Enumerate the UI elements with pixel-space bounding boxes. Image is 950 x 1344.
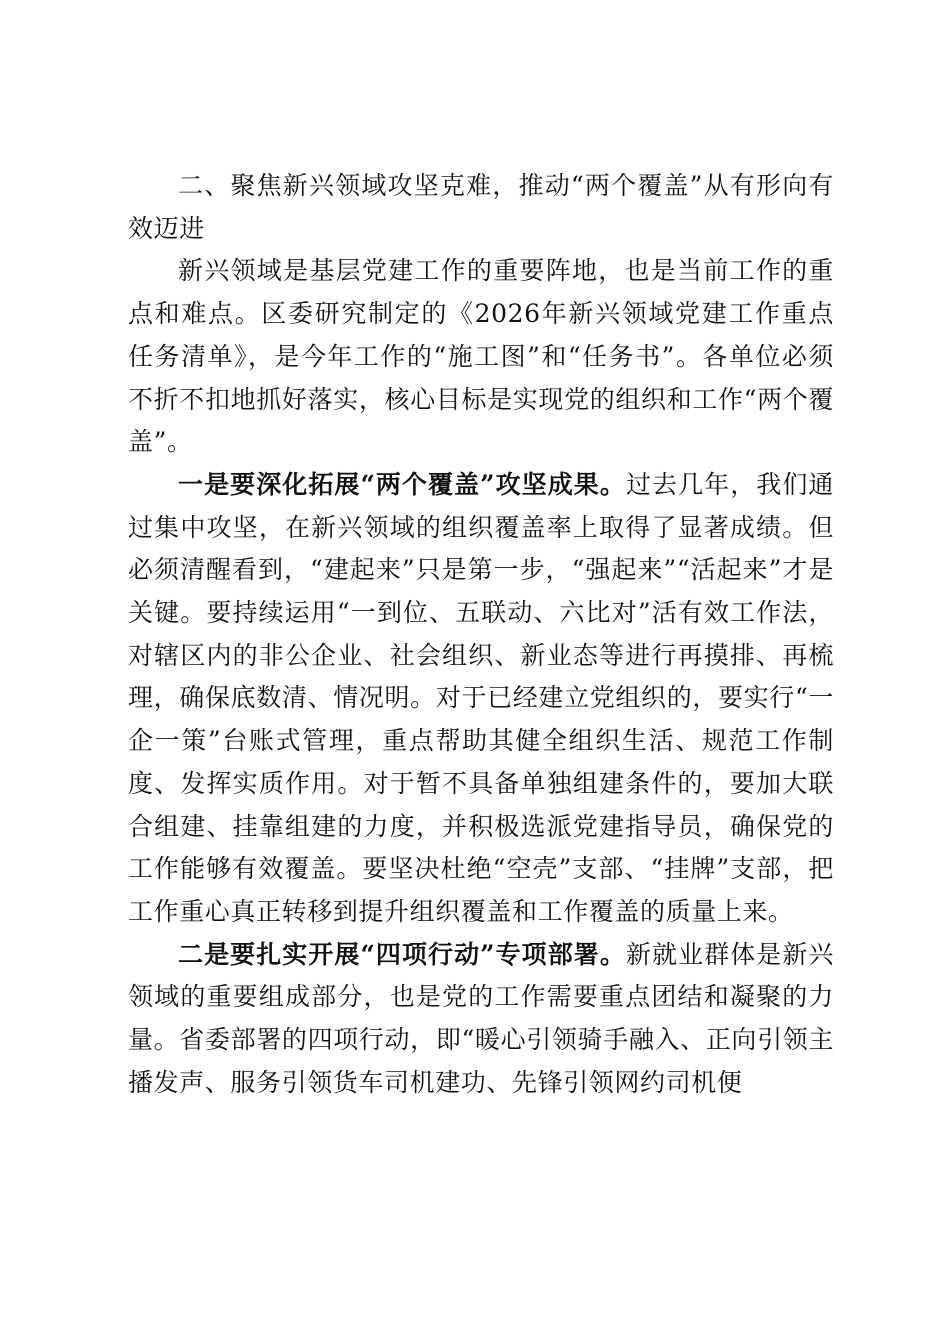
point-one-body: 过去几年，我们通过集中攻坚，在新兴领域的组织覆盖率上取得了显著成绩。但必须清醒看到，“建起来”只是第一步，“强起来”“活起来”才是关键。要持续运用“一到位、五联动、六比对”活有效工作法，对辖区内的非公企业、社会组织、新业态等进行再摸排、再梳理，确保底数清、情况明。对于已经建立党组织的，要实行“一企一策”台账式管理，重点帮助其健全组织生活、规范工作制度、发挥实质作用。对于暂不具备单独组建条件的，要加大联合组建、挂靠组建的力度，并积极选派党建指导员，确保党的工作能够有效覆盖。要坚决杜绝“空壳”支部、“挂牌”支部，把工作重心真正转移到提升组织覆盖和工作覆盖的质量上来。 — [128, 469, 834, 926]
point-one-lead: 一是要深化拓展“两个覆盖”攻坚成果。 — [178, 469, 626, 499]
section-heading: 二、聚焦新兴领域攻坚克难，推动“两个覆盖”从有形向有效迈进 — [128, 171, 834, 243]
point-two-body: 新就业群体是新兴领域的重要组成部分，也是党的工作需要重点团结和凝聚的力量。省委部署的四项行动，即“暖心引领骑手融入、正向引领主播发声、服务引领货车司机建功、先锋引领网约司机便 — [128, 939, 834, 1097]
intro-paragraph: 新兴领域是基层党建工作的重要阵地，也是当前工作的重点和难点。区委研究制定的《2026年新兴领域党建工作重点任务清单》，是今年工作的“施工图”和“任务书”。各单位必须不折不扣地抓好落实，核心目标是实现党的组织和工作“两个覆盖”。 — [128, 256, 834, 457]
point-one-paragraph — [128, 464, 834, 934]
document-body — [128, 165, 834, 1104]
point-two-paragraph — [128, 934, 834, 1105]
point-two-lead: 二是要扎实开展“四项行动”专项部署。 — [178, 939, 626, 969]
